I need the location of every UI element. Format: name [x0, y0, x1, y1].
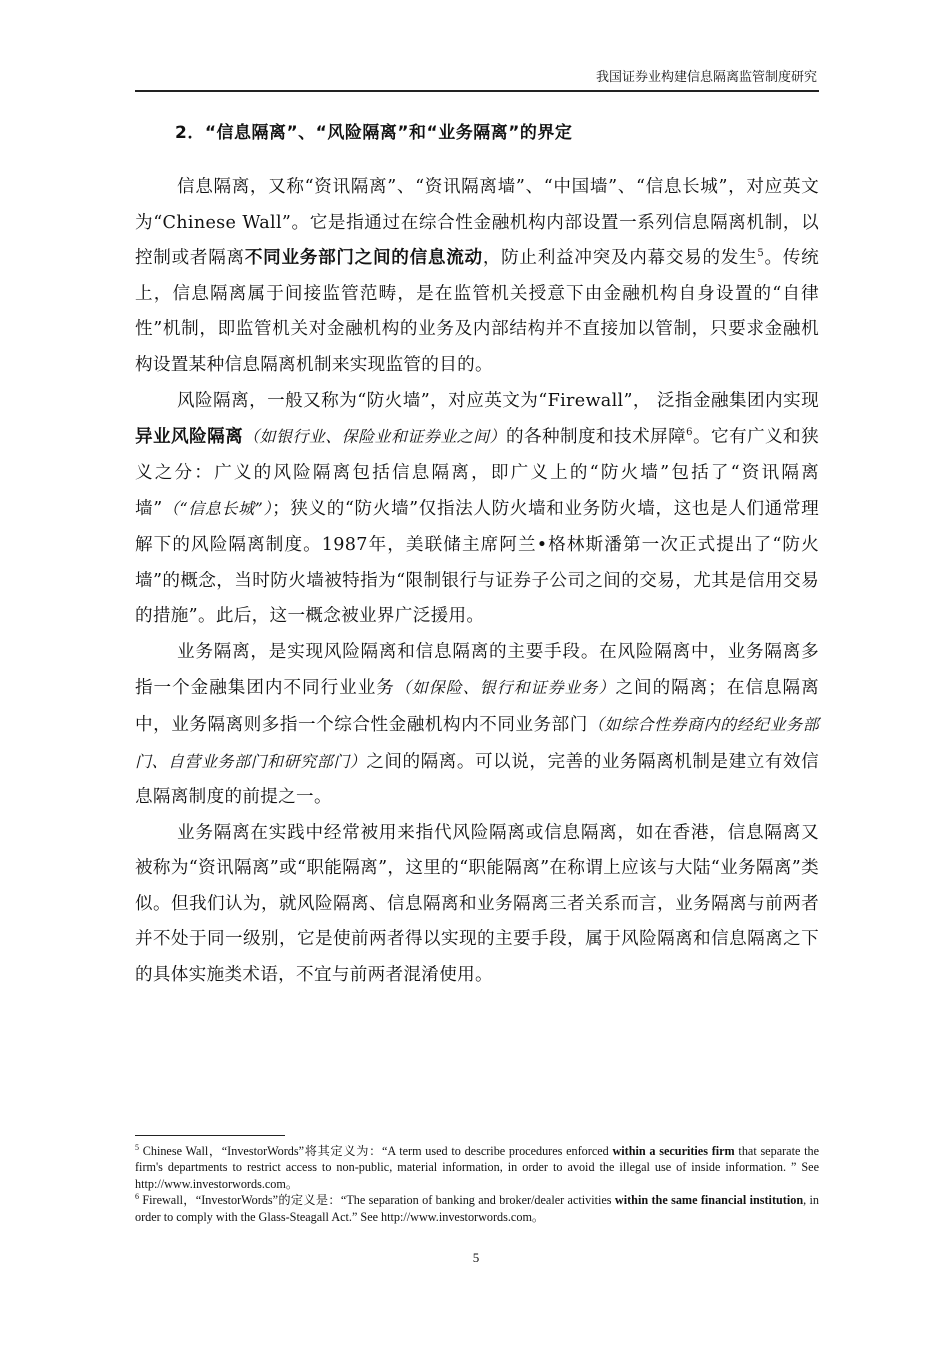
footnote-6 [135, 1192, 819, 1225]
footnote-ref-5[interactable]: 5 [757, 248, 765, 260]
paragraph-chinese-wall [135, 170, 819, 384]
parenthetical-note: （“信息长城”） [162, 499, 273, 519]
page-number: 5 [472, 1250, 480, 1265]
paragraph-practice [135, 816, 819, 994]
section-heading: 2．“信息隔离”、“风险隔离”和“业务隔离”的界定 [175, 123, 573, 143]
paragraph-firewall [135, 384, 819, 635]
parenthetical-note: （如保险、银行和证券业务） [394, 678, 616, 698]
text-run: , in order to comply with the Glass-Steagall Act.” See http://www.investorwords.com。 [135, 1193, 820, 1224]
text-run: 。它有广义和狭义之分：广义的风险隔离包括信息隔离，即广义上的“防火墙”包括了“资讯隔离墙” [135, 427, 819, 520]
paragraph-business-isolation [135, 635, 819, 816]
parenthetical-note: （如银行业、保险业和证券业之间） [243, 427, 506, 447]
text-run: 的各种制度和技术屏障 [505, 427, 687, 448]
text-run: Firewall，“InvestorWords”的定义是：“The separation of banking and broker/dealer activities [139, 1193, 615, 1208]
footnote-ref-6[interactable]: 6 [686, 427, 693, 439]
bold-emphasis: within the same financial institution [614, 1193, 804, 1208]
text-run: 之间的隔离。可以说，完善的业务隔离机制是建立有效信息隔离制度的前提之一。 [135, 751, 819, 808]
text-run: 之间的隔离；在信息隔离中，业务隔离则多指一个综合性金融机构内不同业务部门 [135, 678, 819, 735]
bold-emphasis: 不同业务部门之间的信息流动 [244, 248, 483, 269]
bold-emphasis: 异业风险隔离 [135, 427, 244, 448]
running-title: 我国证券业构建信息隔离监管制度研究 [595, 70, 817, 85]
text-run: Chinese Wall，“InvestorWords”将其定义为：“A term used to describe procedures enforced [139, 1144, 613, 1158]
footnote-5 [135, 1143, 819, 1192]
text-run: 业务隔离在实践中经常被用来指代风险隔离或信息隔离，如在香港，信息隔离又被称为“资讯隔离”或“职能隔离”，这里的“职能隔离”在称谓上应该与大陆“业务隔离”类似。但我们认为，就风险隔离、信息隔离和业务隔离三者关系而言，业务隔离与前两者并不处于同一级别，它是使前两者得以实现的主要手段，属于风险隔离和信息隔离之下的具体实施类术语，不宜与前两者混淆使用。 [135, 822, 819, 986]
text-run: ；狭义的“防火墙”仅指法人防火墙和业务防火墙，这也是人们通常理解下的风险隔离制度。1987年，美联储主席阿兰•格林斯潘第一次正式提出了“防火墙”的概念，当时防火墙被特指为“限制银行与证券子公司之间的交易，尤其是信用交易的措施”。此后，这一概念被业界广泛援用。 [135, 499, 819, 627]
text-run: 信息隔离，又称“资讯隔离”、“资讯隔离墙”、“中国墙”、“信息长城”，对应英文为“Chinese Wall”。它是指通过在综合性金融机构内部设置一系列信息隔离机制，以控制或者隔离 [135, 177, 819, 269]
text-run: 业务隔离，是实现风险隔离和信息隔离的主要手段。在风险隔离中，业务隔离多指一个金融集团内不同行业业务 [135, 641, 819, 699]
text-run: that separate the firm's departments to restrict access to non-public, material information, in order to avoid the illegal use of inside information. ” See http://www.investorwords.com。 [135, 1144, 819, 1191]
text-run: 风险隔离，一般又称为“防火墙”，对应英文为“Firewall”， 泛指金融集团内实现 [177, 390, 819, 411]
text-run: 。传统上，信息隔离属于间接监管范畴，是在监管机关授意下由金融机构自身设置的“自律性”机制，即监管机关对金融机构的业务及内部结构并不直接加以管制，只要求金融机构设置某种信息隔离机制来实现监管的目的。 [135, 248, 819, 375]
footnote-number: 6 [135, 1192, 139, 1202]
footnote-number: 5 [135, 1142, 139, 1152]
parenthetical-note: （如综合性券商内的经纪业务部门、自营业务部门和研究部门） [135, 714, 819, 771]
bold-emphasis: within a securities firm [612, 1144, 735, 1158]
text-run: ，防止利益冲突及内幕交易的发生 [482, 248, 758, 269]
footnote-separator [135, 1135, 285, 1136]
body-text [135, 170, 819, 994]
page-header [135, 66, 819, 92]
footnotes [135, 1143, 819, 1225]
